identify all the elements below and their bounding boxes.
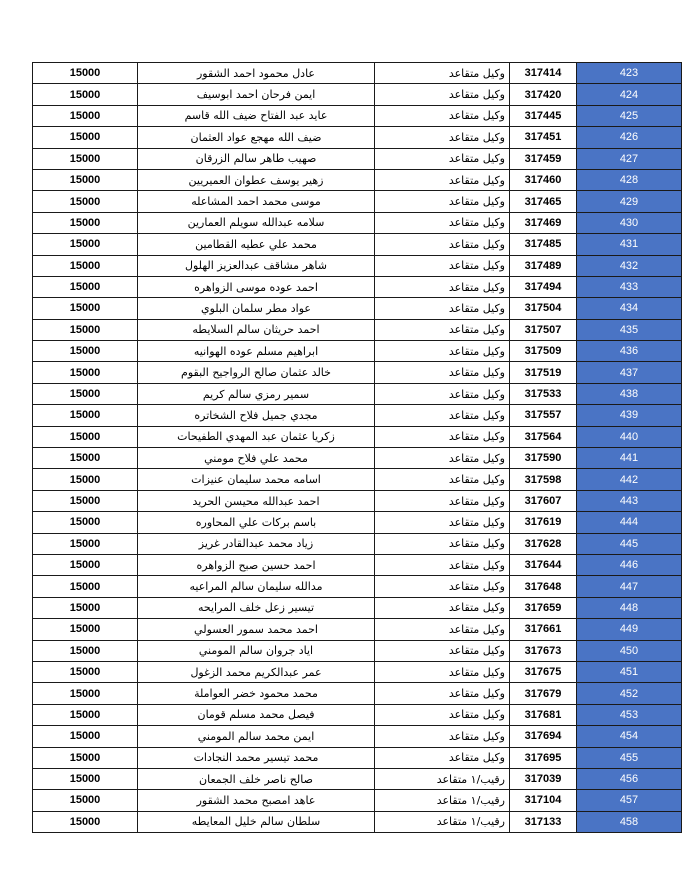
sequence-number-cell: 432 (577, 255, 682, 276)
table-row (33, 319, 682, 340)
amount-cell: 15000 (33, 448, 138, 469)
rank-cell: وكيل متقاعد (375, 362, 510, 383)
rank-cell: وكيل متقاعد (375, 426, 510, 447)
sequence-number-cell: 458 (577, 811, 682, 832)
amount-cell: 15000 (33, 426, 138, 447)
sequence-number-cell: 455 (577, 747, 682, 768)
employee-number-cell: 317489 (510, 255, 577, 276)
table-row (33, 405, 682, 426)
table-row (33, 105, 682, 126)
table-row (33, 576, 682, 597)
sequence-number-cell: 426 (577, 127, 682, 148)
name-cell: سلطان سالم خليل المعايطه (138, 811, 375, 832)
sequence-number-cell: 456 (577, 768, 682, 789)
sequence-number-cell: 440 (577, 426, 682, 447)
rank-cell: وكيل متقاعد (375, 255, 510, 276)
sequence-number-cell: 442 (577, 469, 682, 490)
name-cell: عواد مطر سلمان البلوي (138, 298, 375, 319)
rank-cell: وكيل متقاعد (375, 469, 510, 490)
rank-cell: وكيل متقاعد (375, 341, 510, 362)
table-row (33, 276, 682, 297)
amount-cell: 15000 (33, 490, 138, 511)
table-row (33, 533, 682, 554)
amount-cell: 15000 (33, 298, 138, 319)
table-row (33, 619, 682, 640)
amount-cell: 15000 (33, 191, 138, 212)
sequence-number-cell: 429 (577, 191, 682, 212)
rank-cell: وكيل متقاعد (375, 298, 510, 319)
rank-cell: وكيل متقاعد (375, 726, 510, 747)
table-row (33, 661, 682, 682)
amount-cell: 15000 (33, 747, 138, 768)
name-cell: زكريا عثمان عبد المهدي الطفيحات (138, 426, 375, 447)
employee-number-cell: 317445 (510, 105, 577, 126)
employee-number-cell: 317628 (510, 533, 577, 554)
rank-cell: وكيل متقاعد (375, 148, 510, 169)
employee-number-cell: 317681 (510, 704, 577, 725)
sequence-number-cell: 430 (577, 212, 682, 233)
sequence-number-cell: 443 (577, 490, 682, 511)
employee-number-cell: 317564 (510, 426, 577, 447)
employee-number-cell: 317557 (510, 405, 577, 426)
sequence-number-cell: 438 (577, 383, 682, 404)
table-row (33, 127, 682, 148)
name-cell: احمد حريثان سالم السلايطه (138, 319, 375, 340)
name-cell: صهيب طاهر سالم الزرقان (138, 148, 375, 169)
employee-number-cell: 317590 (510, 448, 577, 469)
sequence-number-cell: 441 (577, 448, 682, 469)
rank-cell: وكيل متقاعد (375, 191, 510, 212)
rank-cell: وكيل متقاعد (375, 554, 510, 575)
table-row (33, 790, 682, 811)
name-cell: زياد محمد عبدالقادر غريز (138, 533, 375, 554)
table-row (33, 362, 682, 383)
table-row (33, 383, 682, 404)
name-cell: زهير يوسف عطوان العميريين (138, 169, 375, 190)
table-row (33, 768, 682, 789)
sequence-number-cell: 436 (577, 341, 682, 362)
table-row (33, 704, 682, 725)
amount-cell: 15000 (33, 683, 138, 704)
rank-cell: وكيل متقاعد (375, 747, 510, 768)
name-cell: موسى محمد احمد المشاعله (138, 191, 375, 212)
employee-number-cell: 317644 (510, 554, 577, 575)
table-row (33, 469, 682, 490)
amount-cell: 15000 (33, 405, 138, 426)
amount-cell: 15000 (33, 661, 138, 682)
name-cell: باسم بركات علي المحاوره (138, 512, 375, 533)
name-cell: ايمن محمد سالم المومني (138, 726, 375, 747)
employee-number-cell: 317659 (510, 597, 577, 618)
table-row (33, 683, 682, 704)
rank-cell: وكيل متقاعد (375, 640, 510, 661)
name-cell: عمر عبدالكريم محمد الزغول (138, 661, 375, 682)
employee-number-cell: 317451 (510, 127, 577, 148)
amount-cell: 15000 (33, 383, 138, 404)
employee-number-cell: 317533 (510, 383, 577, 404)
amount-cell: 15000 (33, 640, 138, 661)
sequence-number-cell: 446 (577, 554, 682, 575)
table-row (33, 169, 682, 190)
sequence-number-cell: 428 (577, 169, 682, 190)
table-row (33, 640, 682, 661)
rank-cell: وكيل متقاعد (375, 105, 510, 126)
sequence-number-cell: 452 (577, 683, 682, 704)
amount-cell: 15000 (33, 790, 138, 811)
amount-cell: 15000 (33, 105, 138, 126)
amount-cell: 15000 (33, 127, 138, 148)
table-row (33, 512, 682, 533)
amount-cell: 15000 (33, 84, 138, 105)
sequence-number-cell: 433 (577, 276, 682, 297)
table-row (33, 84, 682, 105)
sequence-number-cell: 424 (577, 84, 682, 105)
name-cell: احمد حسين صبح الزواهره (138, 554, 375, 575)
amount-cell: 15000 (33, 597, 138, 618)
rank-cell: وكيل متقاعد (375, 169, 510, 190)
employee-number-cell: 317469 (510, 212, 577, 233)
amount-cell: 15000 (33, 212, 138, 233)
sequence-number-cell: 431 (577, 234, 682, 255)
name-cell: مدالله سليمان سالم المراعيه (138, 576, 375, 597)
employee-number-cell: 317661 (510, 619, 577, 640)
amount-cell: 15000 (33, 276, 138, 297)
name-cell: مجدي جميل فلاح الشخاتره (138, 405, 375, 426)
amount-cell: 15000 (33, 362, 138, 383)
employee-number-cell: 317679 (510, 683, 577, 704)
amount-cell: 15000 (33, 619, 138, 640)
name-cell: محمد علي عطيه القطامين (138, 234, 375, 255)
name-cell: ضيف الله مهجع عواد العثمان (138, 127, 375, 148)
rank-cell: وكيل متقاعد (375, 276, 510, 297)
amount-cell: 15000 (33, 341, 138, 362)
employee-number-cell: 317507 (510, 319, 577, 340)
table-row (33, 747, 682, 768)
sequence-number-cell: 423 (577, 63, 682, 84)
amount-cell: 15000 (33, 576, 138, 597)
rank-cell: وكيل متقاعد (375, 661, 510, 682)
name-cell: احمد عوده موسى الزواهره (138, 276, 375, 297)
employee-number-cell: 317133 (510, 811, 577, 832)
sequence-number-cell: 439 (577, 405, 682, 426)
employee-number-cell: 317509 (510, 341, 577, 362)
amount-cell: 15000 (33, 63, 138, 84)
table-row (33, 490, 682, 511)
employee-number-cell: 317607 (510, 490, 577, 511)
rank-cell: وكيل متقاعد (375, 212, 510, 233)
sequence-number-cell: 450 (577, 640, 682, 661)
amount-cell: 15000 (33, 319, 138, 340)
employee-number-cell: 317465 (510, 191, 577, 212)
sequence-number-cell: 437 (577, 362, 682, 383)
employee-number-cell: 317695 (510, 747, 577, 768)
rank-cell: وكيل متقاعد (375, 405, 510, 426)
name-cell: اياد جروان سالم المومني (138, 640, 375, 661)
amount-cell: 15000 (33, 554, 138, 575)
name-cell: خالد عثمان صالح الرواجيح البقوم (138, 362, 375, 383)
name-cell: عادل محمود احمد الشقور (138, 63, 375, 84)
rank-cell: وكيل متقاعد (375, 84, 510, 105)
name-cell: احمد عبدالله محيسن الحريد (138, 490, 375, 511)
sequence-number-cell: 427 (577, 148, 682, 169)
name-cell: تيسير زعل خلف المرايحه (138, 597, 375, 618)
table-row (33, 212, 682, 233)
employee-number-cell: 317598 (510, 469, 577, 490)
name-cell: شاهر مشاقف عبدالعزيز الهلول (138, 255, 375, 276)
employee-number-cell: 317648 (510, 576, 577, 597)
sequence-number-cell: 445 (577, 533, 682, 554)
table-row (33, 811, 682, 832)
sequence-number-cell: 447 (577, 576, 682, 597)
amount-cell: 15000 (33, 255, 138, 276)
amount-cell: 15000 (33, 169, 138, 190)
name-cell: فيصل محمد مسلم قومان (138, 704, 375, 725)
table-row (33, 234, 682, 255)
table-row (33, 148, 682, 169)
name-cell: محمد تيسير محمد النجادات (138, 747, 375, 768)
sequence-number-cell: 448 (577, 597, 682, 618)
rank-cell: وكيل متقاعد (375, 704, 510, 725)
rank-cell: وكيل متقاعد (375, 127, 510, 148)
name-cell: ابراهيم مسلم عوده الهوانيه (138, 341, 375, 362)
name-cell: اسامه محمد سليمان عنيزات (138, 469, 375, 490)
name-cell: سمير رمزي سالم كريم (138, 383, 375, 404)
amount-cell: 15000 (33, 469, 138, 490)
employee-number-cell: 317460 (510, 169, 577, 190)
employee-number-cell: 317494 (510, 276, 577, 297)
table-row (33, 597, 682, 618)
employee-number-cell: 317675 (510, 661, 577, 682)
rank-cell: وكيل متقاعد (375, 597, 510, 618)
name-cell: صالح ناصر خلف الجمعان (138, 768, 375, 789)
rank-cell: وكيل متقاعد (375, 533, 510, 554)
amount-cell: 15000 (33, 148, 138, 169)
sequence-number-cell: 457 (577, 790, 682, 811)
rank-cell: وكيل متقاعد (375, 234, 510, 255)
table-row (33, 554, 682, 575)
rank-cell: وكيل متقاعد (375, 448, 510, 469)
rank-cell: وكيل متقاعد (375, 683, 510, 704)
sequence-number-cell: 435 (577, 319, 682, 340)
name-cell: ايمن فرحان احمد ابوسيف (138, 84, 375, 105)
amount-cell: 15000 (33, 704, 138, 725)
employee-number-cell: 317039 (510, 768, 577, 789)
rank-cell: وكيل متقاعد (375, 319, 510, 340)
employee-number-cell: 317414 (510, 63, 577, 84)
employee-number-cell: 317459 (510, 148, 577, 169)
rank-cell: رقيب/١ متقاعد (375, 811, 510, 832)
table-row (33, 298, 682, 319)
table-row (33, 426, 682, 447)
rank-cell: رقيب/١ متقاعد (375, 790, 510, 811)
employee-number-cell: 317104 (510, 790, 577, 811)
sequence-number-cell: 451 (577, 661, 682, 682)
amount-cell: 15000 (33, 768, 138, 789)
table-row (33, 191, 682, 212)
employee-number-cell: 317673 (510, 640, 577, 661)
payment-table (32, 62, 682, 833)
employee-number-cell: 317420 (510, 84, 577, 105)
amount-cell: 15000 (33, 811, 138, 832)
sequence-number-cell: 453 (577, 704, 682, 725)
table-row (33, 255, 682, 276)
name-cell: احمد محمد سمور العسولي (138, 619, 375, 640)
rank-cell: وكيل متقاعد (375, 619, 510, 640)
sequence-number-cell: 449 (577, 619, 682, 640)
amount-cell: 15000 (33, 726, 138, 747)
employee-number-cell: 317519 (510, 362, 577, 383)
table-row (33, 448, 682, 469)
employee-number-cell: 317619 (510, 512, 577, 533)
name-cell: محمد محمود خضر العواملة (138, 683, 375, 704)
table-row (33, 726, 682, 747)
sequence-number-cell: 425 (577, 105, 682, 126)
rank-cell: وكيل متقاعد (375, 63, 510, 84)
amount-cell: 15000 (33, 533, 138, 554)
name-cell: عاهد امصبح محمد الشقور (138, 790, 375, 811)
rank-cell: رقيب/١ متقاعد (375, 768, 510, 789)
name-cell: عايد عبد الفتاح ضيف الله قاسم (138, 105, 375, 126)
rank-cell: وكيل متقاعد (375, 490, 510, 511)
payment-table-body (33, 63, 682, 833)
sequence-number-cell: 454 (577, 726, 682, 747)
sequence-number-cell: 434 (577, 298, 682, 319)
name-cell: محمد علي فلاح مومني (138, 448, 375, 469)
amount-cell: 15000 (33, 234, 138, 255)
employee-number-cell: 317485 (510, 234, 577, 255)
table-row (33, 63, 682, 84)
employee-number-cell: 317694 (510, 726, 577, 747)
rank-cell: وكيل متقاعد (375, 512, 510, 533)
employee-number-cell: 317504 (510, 298, 577, 319)
table-row (33, 341, 682, 362)
sequence-number-cell: 444 (577, 512, 682, 533)
rank-cell: وكيل متقاعد (375, 576, 510, 597)
name-cell: سلامه عبدالله سويلم العمارين (138, 212, 375, 233)
rank-cell: وكيل متقاعد (375, 383, 510, 404)
amount-cell: 15000 (33, 512, 138, 533)
